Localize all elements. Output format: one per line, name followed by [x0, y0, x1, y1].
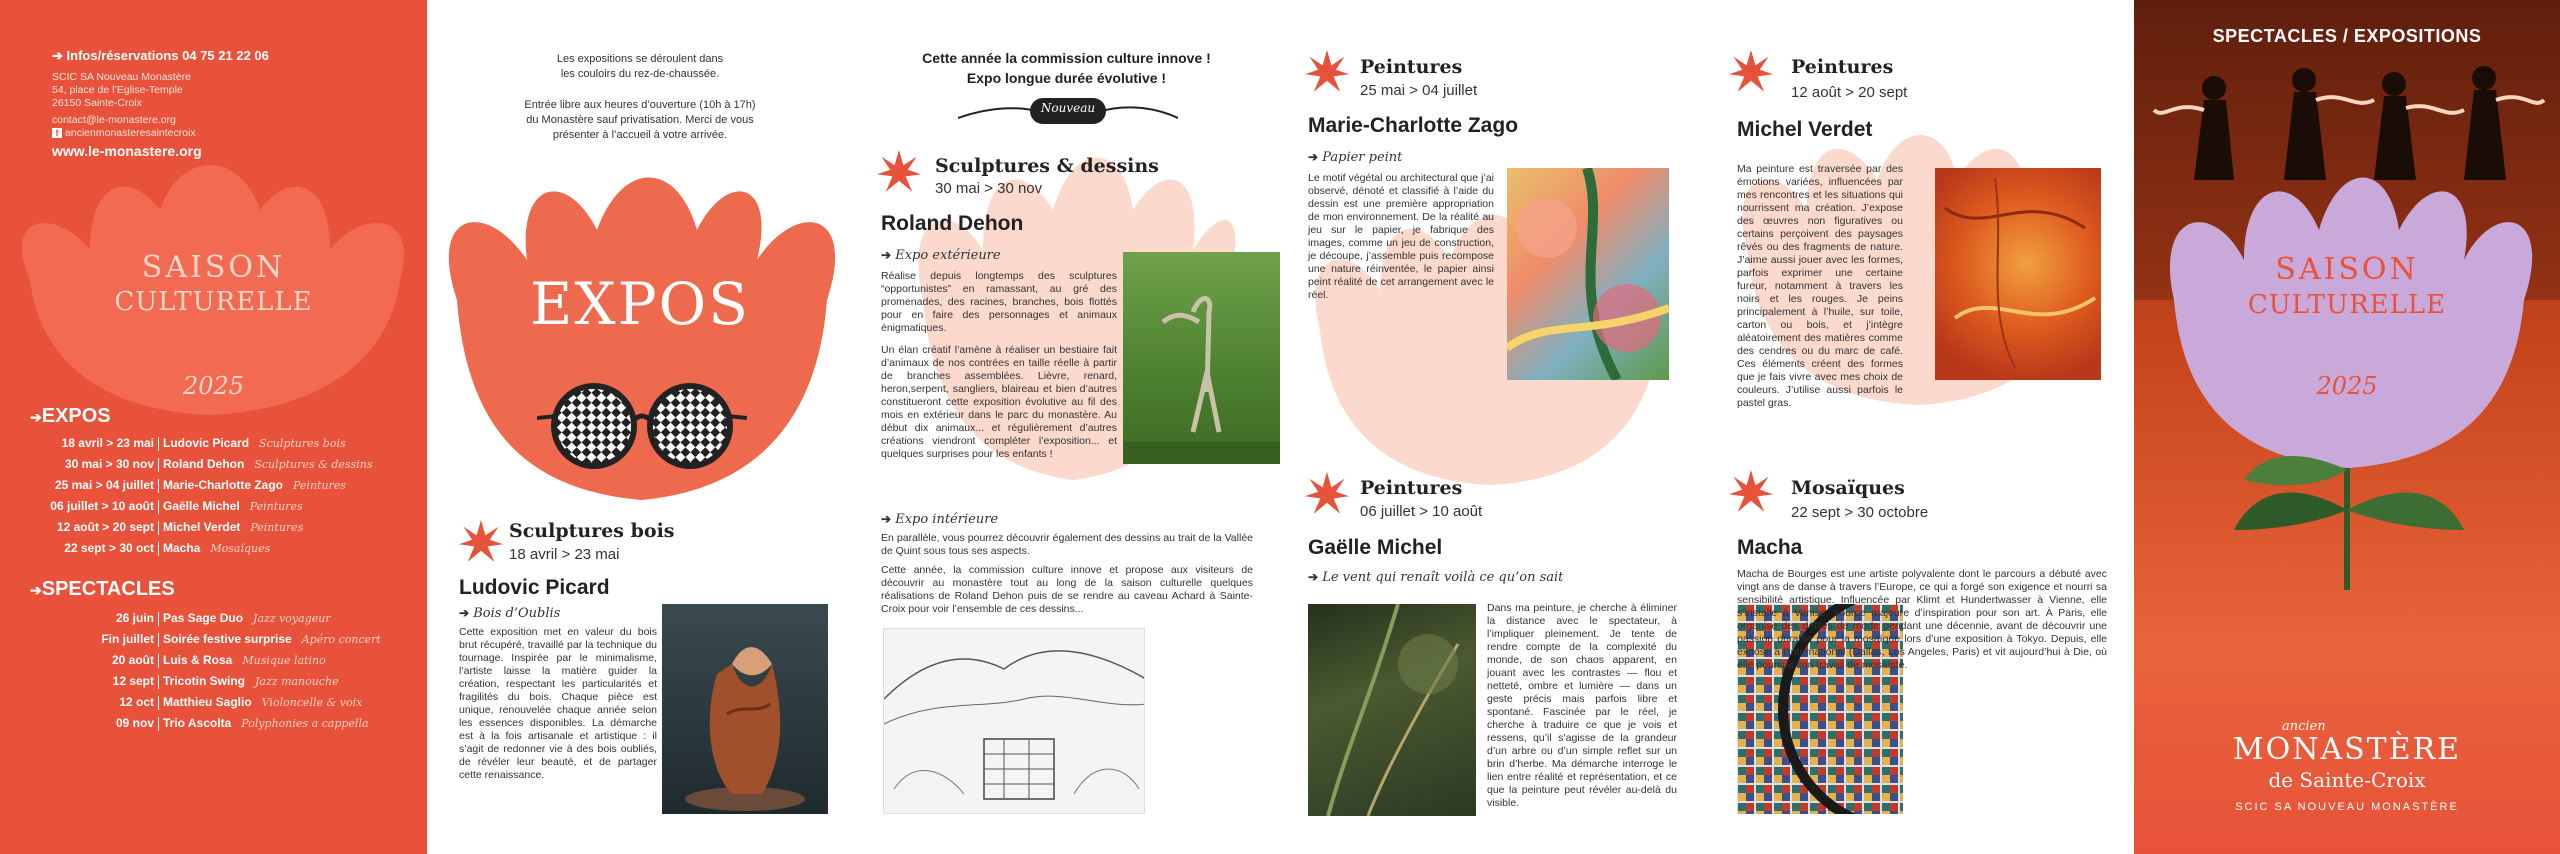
programme-date: 22 sept > 30 oct [64, 541, 154, 555]
verdet-artist: Michel Verdet [1737, 118, 1873, 141]
programme-date: 12 sept [112, 674, 154, 688]
arrow-right-icon: ➔ [459, 606, 470, 620]
divider [158, 717, 159, 731]
logo-ancien: ancien [2282, 719, 2326, 734]
divider [158, 542, 159, 556]
macha-date: 22 sept > 30 octobre [1791, 504, 1929, 521]
dehon-subtitle-interieure: ➔ Expo intérieure [881, 512, 999, 527]
cover-culturelle-title: CULTURELLE [2247, 290, 2447, 320]
macha-artist: Macha [1737, 536, 1803, 559]
flower-icon [459, 520, 503, 564]
intro-text: Les expositions se déroulent dans les couloirs du rez-de-chaussée. Entrée libre aux heures d’ouverture (10h à 17h) du Monastère sauf privatisation. Merci de vous présenter à l’accueil à votre arrivée. [524, 53, 756, 141]
logo-scic: SCIC SA NOUVEAU MONASTÈRE [2235, 801, 2459, 813]
divider [158, 437, 159, 451]
gaelle-date: 06 juillet > 10 août [1360, 503, 1483, 520]
expos-flower-shape [427, 170, 853, 550]
zago-gaelle-panel [1280, 0, 1707, 854]
zago-section-title: Peintures [1360, 56, 1463, 78]
programme-row [0, 520, 427, 540]
zago-artist: Marie-Charlotte Zago [1308, 114, 1519, 137]
email-link[interactable]: contact@le-monastere.org [52, 114, 176, 126]
programme-date: 30 mai > 30 nov [64, 457, 154, 471]
logo-monastere: MONASTÈRE [2232, 732, 2462, 767]
verdet-section-title: Peintures [1791, 56, 1894, 78]
programme-row [0, 611, 427, 631]
divider [158, 458, 159, 472]
picard-artist: Ludovic Picard [459, 576, 610, 599]
facebook-link[interactable]: f ancienmonasteresaintecroix [52, 127, 196, 140]
dehon-text-3: En parallèle, vous pourrez découvrir également des dessins au trait de la Vallée de Quint sous tous ses aspects. [881, 532, 1253, 557]
programme-date: 06 juillet > 10 août [50, 499, 154, 513]
cover-year: 2025 [2316, 372, 2378, 400]
programme-row [0, 478, 427, 498]
programme-category: Musique latino [242, 654, 326, 667]
expos-heading: ➔EXPOS [30, 405, 111, 427]
sunglasses-icon [537, 378, 747, 478]
dehon-date: 30 mai > 30 nov [935, 180, 1043, 197]
verdet-text: Ma peinture est traversée par des émotions variées, influencées par mes rencontres et les situations qui nourrissent ma création. J’expose des œuvres non figuratives ou certains perçoivent des paysages rêvés ou des fragments de nature. J’aime aussi jouer avec les formes, parfois exprimer une certaine fureur, notamment à travers les noirs et les rouges. Je peins principalement à l’huile, sur toile, carton ou bois, et j’intègre aléatoirement des matières comme des cendres ou du marc de café. Ces éléments créent des formes que je fais vivre avec mes choix de couleurs. J’utilise aussi parfois le pastel gras. [1737, 163, 1903, 409]
dehon-photo [1123, 252, 1280, 464]
nouveau-badge: Nouveau [1040, 101, 1096, 115]
cover-panel [2134, 0, 2560, 854]
programme-row [0, 436, 427, 456]
programme-name: Trio Ascolta Polyphonies a cappella [163, 716, 369, 730]
programme-date: 12 août > 20 sept [56, 520, 154, 534]
programme-row [0, 632, 427, 652]
arrow-right-icon: ➔ [30, 582, 42, 598]
programme-panel [0, 0, 427, 854]
divider [158, 521, 159, 535]
contact-infos: ➔ Infos/réservations 04 75 21 22 06 [52, 48, 269, 63]
programme-row [0, 674, 427, 694]
programme-name: Luis & Rosa Musique latino [163, 653, 326, 667]
programme-date: 12 oct [119, 695, 154, 709]
programme-row [0, 499, 427, 519]
picard-date: 18 avril > 23 mai [509, 546, 620, 563]
dehon-subtitle-exterieure: ➔ Expo extérieure [881, 248, 1001, 263]
programme-row [0, 716, 427, 736]
verdet-painting [1935, 168, 2101, 380]
programme-row [0, 457, 427, 477]
programme-row [0, 695, 427, 715]
programme-name: Gaëlle Michel Peintures [163, 499, 303, 513]
arrow-right-icon: ➔ [30, 409, 42, 425]
flower-icon [1729, 470, 1773, 514]
zago-subtitle: ➔ Papier peint [1308, 150, 1403, 165]
programme-category: Sculptures bois [259, 437, 346, 450]
gaelle-painting [1308, 604, 1476, 816]
programme-category: Peintures [249, 500, 303, 513]
flower-icon [1729, 50, 1773, 94]
programme-date: 25 mai > 04 juillet [54, 478, 154, 492]
programme-date: 20 août [111, 653, 154, 667]
programme-date: 18 avril > 23 mai [61, 436, 154, 450]
picard-photo [662, 604, 828, 814]
divider [158, 612, 159, 626]
programme-name: Macha Mosaïques [163, 541, 271, 555]
programme-category: Peintures [250, 521, 304, 534]
programme-date: 09 nov [115, 716, 154, 730]
dehon-text-1: Réalise depuis longtemps des sculptures “opportunistes” en ramassant, au gré des promenades, des racines, branches, bois flottés pour en faire des personnages et animaux énigmatiques. [881, 270, 1117, 334]
website-link[interactable]: www.le-monastere.org [52, 143, 202, 159]
divider [158, 675, 159, 689]
divider [158, 500, 159, 514]
flower-icon [1305, 472, 1349, 516]
programme-category: Jazz voyageur [253, 612, 331, 625]
arrow-right-icon: ➔ [1308, 150, 1319, 164]
flower-icon [877, 150, 921, 194]
macha-section-title: Mosaïques [1791, 477, 1905, 499]
programme-category: Polyphonies a cappella [241, 717, 369, 730]
programme-category: Peintures [293, 479, 346, 492]
programme-name: Ludovic Picard Sculptures bois [163, 436, 346, 450]
programme-name: Roland Dehon Sculptures & dessins [163, 457, 373, 471]
programme-row [0, 653, 427, 673]
programme-category: Jazz manouche [255, 675, 339, 688]
flower-icon [1305, 50, 1349, 94]
gaelle-text: Dans ma peinture, je cherche à éliminer la distance avec le spectateur, à l’impliquer pleinement. Je tente de rendre compte de la complexité du monde, de son chaos apparent, en jouant avec les contrastes — flou et netteté, ombre et lumière — dans un geste précis mais parfois libre et spontané. Fascinée par le réel, je cherche à traduire ce que je vois et ressens, qu’il s’agisse de la grandeur d’un arbre ou d’un simple reflet sur un brin d’herbe. Ma démarche interroge le lien entre réalité et représentation, et ce que la peinture peut révéler au-delà du visible. [1487, 602, 1677, 809]
programme-name: Pas Sage Duo Jazz voyageur [163, 611, 331, 625]
dehon-text-2: Un élan créatif l’amène à réaliser un bestiaire fait d’animaux de nos contrées en taille réelle à partir de branches assemblées. Lièvre, renard, heron,serpent, sangliers, blaireau et bien d’autres constitueront cette exposition évolutive au fil des mois en extérieur dans le parc du monastère. Au début dix animaux... et régulièrement d’autres créations viendront compléter l’exposition... et quelques surprises pour les enfants ! [881, 344, 1117, 460]
expos-badge: EXPOS [530, 270, 750, 338]
picard-subtitle: ➔ Bois d’Oublis [459, 606, 561, 621]
programme-category: Apéro concert [301, 633, 381, 646]
programme-category: Mosaïques [210, 542, 271, 555]
divider [158, 696, 159, 710]
saison-title: SAISON [141, 250, 286, 285]
logo-sainte-croix: de Sainte-Croix [2268, 768, 2426, 792]
verdet-macha-panel [1707, 0, 2134, 854]
saison-year: 2025 [182, 372, 245, 400]
gaelle-artist: Gaëlle Michel [1308, 536, 1443, 559]
divider [158, 479, 159, 493]
spectacles-heading: ➔SPECTACLES [30, 578, 175, 600]
arrow-right-icon: ➔ [881, 512, 892, 526]
commission-text: Cette année la commission culture innove ! Expo longue durée évolutive ! [922, 50, 1211, 86]
zago-text: Le motif végétal ou architectural que j’ai observé, dénoté et classifié à l’aide du dessin est une première appropriation de mon environnement. De la réalité au jeu sur le papier, je fabrique des images, comme un jeu de construction, je découpe, j’assemble puis recompose une nature réinventée, le papier ainsi peint réalité de cet arrangement avec le réel. [1308, 172, 1494, 301]
facebook-icon: f [52, 128, 62, 138]
dehon-artist: Roland Dehon [881, 212, 1024, 235]
arrow-right-icon: ➔ [52, 48, 63, 63]
divider [158, 633, 159, 647]
programme-row [0, 541, 427, 561]
programme-name: Soirée festive surprise Apéro concert [163, 632, 381, 646]
dehon-drawing [883, 628, 1145, 814]
arrow-right-icon: ➔ [1308, 570, 1319, 584]
programme-category: Sculptures & dessins [254, 458, 373, 471]
picard-text: Cette exposition met en valeur du bois brut récupéré, travaillé par la technique du tournage. Inspirée par le minimalisme, l’artiste laisse la matière guider la création, respectant les particularités et fragilités du bois. Chaque pièce est unique, renouvelée chaque année selon les essences disponibles. La démarche est à la fois artisanale et artistique : il s’agit de redonner vie à des bois oubliés, de révéler leur beauté, et de partager cette renaissance. [459, 626, 657, 781]
dehon-panel [853, 0, 1280, 854]
gaelle-section-title: Peintures [1360, 477, 1463, 499]
cover-saison-title: SAISON [2275, 252, 2419, 287]
programme-date: 26 juin [115, 611, 154, 625]
picard-section-title: Sculptures bois [509, 520, 675, 542]
cover-header: SPECTACLES / EXPOSITIONS [2212, 26, 2482, 46]
verdet-date: 12 août > 20 sept [1791, 84, 1908, 101]
contact-address: SCIC SA Nouveau Monastère 54, place de l’Eglise-Temple 26150 Sainte-Croix contact@le-monastere.org f ancienmonasteresaintecroix [52, 71, 196, 139]
dehon-text-4: Cette année, la commission culture innove et propose aux visiteurs de découvrir au monastère tout au long de la saison culturelle quelques réalisations de Roland Dehon puis de se rendre au caveau Achard à Sainte-Croix pour voir l’ensemble de ces dessins... [881, 564, 1253, 615]
zago-date: 25 mai > 04 juillet [1360, 82, 1478, 99]
divider [158, 654, 159, 668]
zago-painting [1507, 168, 1669, 380]
programme-date: Fin juillet [101, 632, 154, 646]
programme-name: Marie-Charlotte Zago Peintures [163, 478, 346, 492]
programme-category: Violoncelle & voix [261, 696, 363, 709]
macha-text: Macha de Bourges est une artiste polyvalente dont le parcours a débuté avec vingt ans de danse à travers l’Europe, ce qui a forgé son exigence et nourri sa sensibilité artistique. Influencée par Klimt et Hundertwasser à Vienne, elle s’installe à Venise, source majeure d’inspiration pour son art. À Paris, elle organise des défilés de mode pendant une décennie, avant de découvrir une passion durable pour la mosaïque lors d’une exposition à Tokyo. Depuis, elle expose à l’international (Dallas, Los Angeles, Paris) et vit aujourd’hui à Die, où elle poursuit son travail de mosaïste. [1737, 568, 2107, 671]
programme-name: Tricotin Swing Jazz manouche [163, 674, 339, 688]
arrow-right-icon: ➔ [881, 248, 892, 262]
culturelle-title: CULTURELLE [114, 287, 313, 317]
programme-name: Michel Verdet Peintures [163, 520, 304, 534]
dehon-section-title: Sculptures & dessins [935, 155, 1159, 177]
gaelle-subtitle: ➔ Le vent qui renaît voilà ce qu’on sait [1308, 570, 1564, 585]
intro-panel [427, 0, 853, 854]
programme-name: Matthieu Saglio Violoncelle & voix [163, 695, 363, 709]
